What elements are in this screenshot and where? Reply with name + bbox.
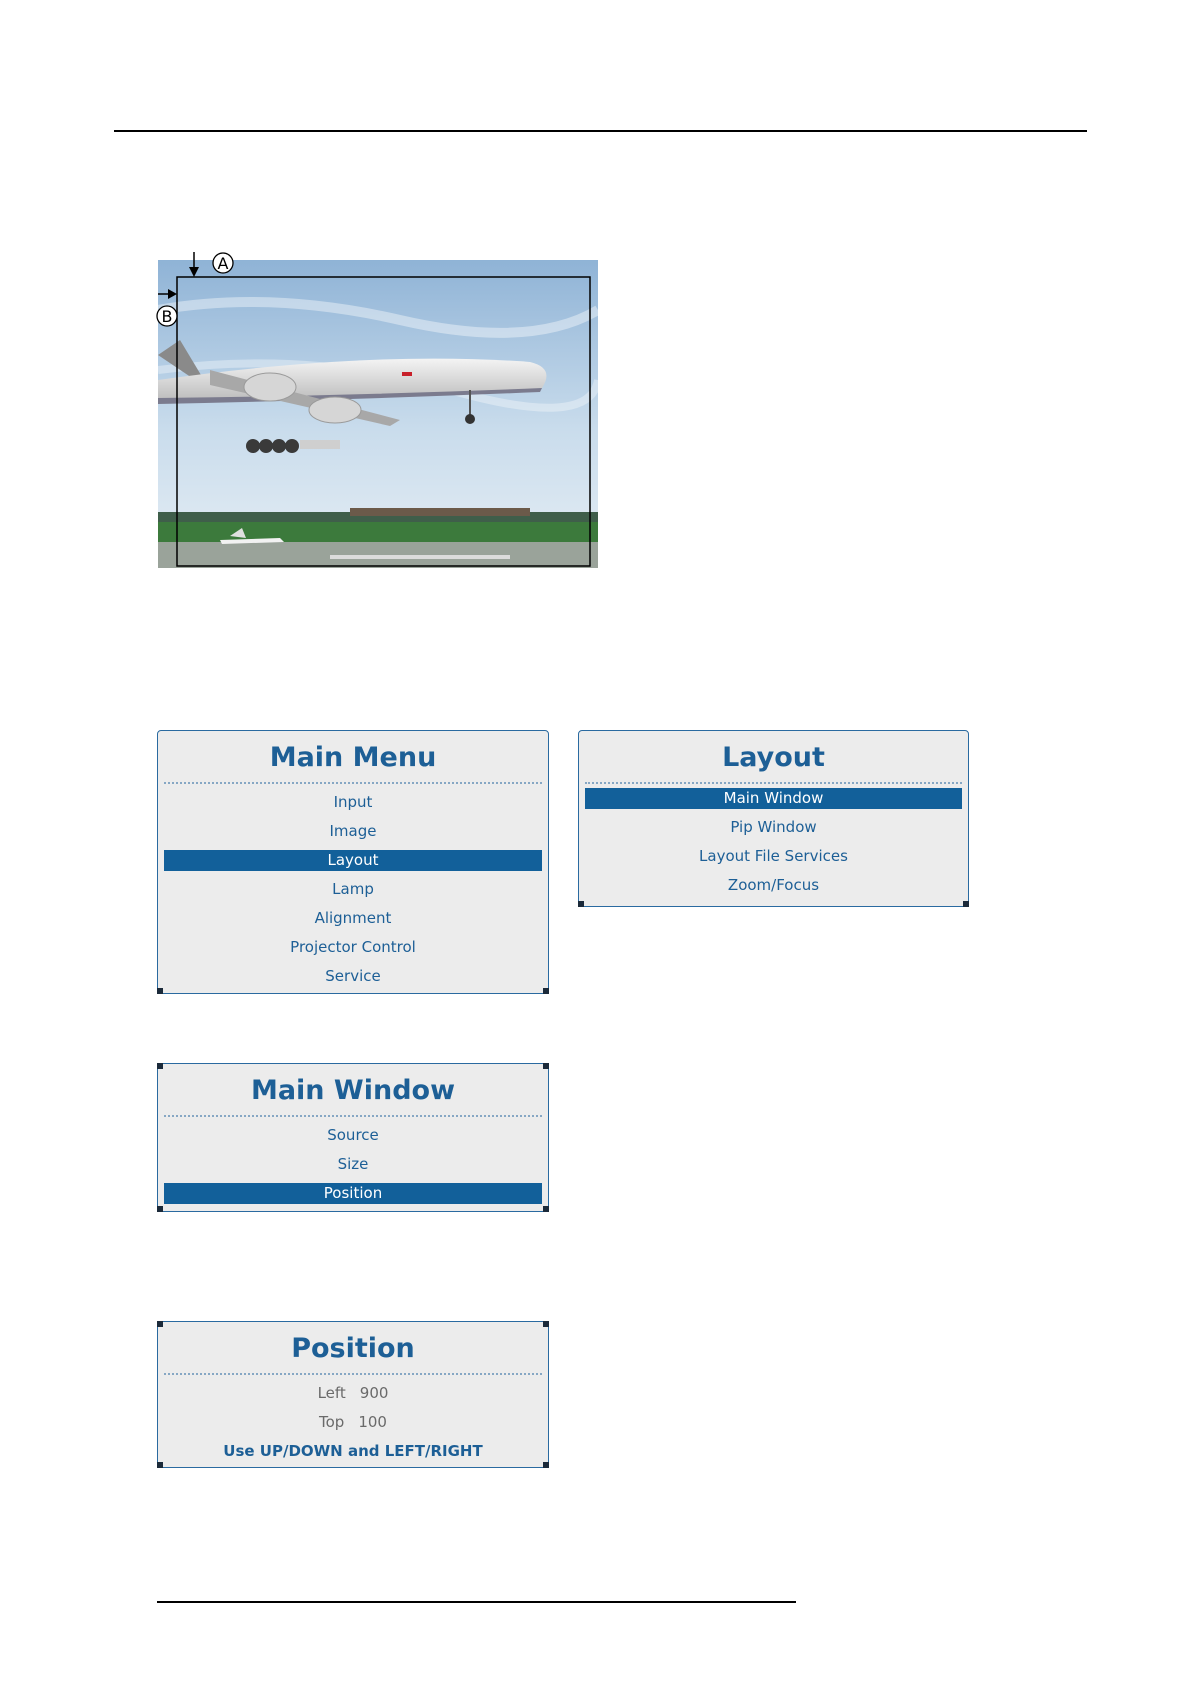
main-menu-list xyxy=(158,788,548,991)
airplane-image xyxy=(158,260,598,568)
main-menu-item-projector-control[interactable]: Projector Control xyxy=(290,938,416,956)
main-menu-item-layout[interactable]: Layout xyxy=(164,850,542,871)
main-menu-title: Main Menu xyxy=(269,742,437,773)
menu-separator xyxy=(164,1115,542,1117)
layout-menu-item-main-window[interactable]: Main Window xyxy=(585,788,962,809)
position-top-label: Top xyxy=(319,1413,345,1431)
position-diagram xyxy=(150,250,630,600)
position-left-label: Left xyxy=(317,1384,346,1402)
main-menu-item-service[interactable]: Service xyxy=(325,967,381,985)
layout-menu-item-layout-file-services[interactable]: Layout File Services xyxy=(699,847,848,865)
position-left-row[interactable] xyxy=(164,1379,542,1408)
position-menu-title: Position xyxy=(291,1333,415,1364)
label-a: A xyxy=(217,254,229,273)
main-window-menu-panel xyxy=(157,1063,549,1212)
position-left-value: 900 xyxy=(359,1384,389,1402)
layout-menu-item-zoom-focus[interactable]: Zoom/Focus xyxy=(727,876,820,894)
layout-menu-list xyxy=(579,788,968,900)
main-window-menu-item-source[interactable]: Source xyxy=(327,1126,379,1144)
menu-separator xyxy=(164,1373,542,1375)
main-menu-item-alignment[interactable]: Alignment xyxy=(314,909,392,927)
label-b: B xyxy=(161,307,173,326)
position-top-value: 100 xyxy=(358,1413,387,1431)
main-menu-item-image[interactable]: Image xyxy=(329,822,377,840)
position-menu-panel xyxy=(157,1321,549,1468)
layout-menu-panel xyxy=(578,730,969,907)
menu-separator xyxy=(585,782,962,784)
main-menu-item-input[interactable]: Input xyxy=(333,793,373,811)
footer-rule xyxy=(157,1601,796,1603)
position-hint: Use UP/DOWN and LEFT/RIGHT xyxy=(223,1442,483,1460)
main-window-menu-list xyxy=(158,1121,548,1204)
main-window-menu-item-size[interactable]: Size xyxy=(337,1155,369,1173)
position-top-row[interactable] xyxy=(164,1408,542,1437)
position-diagram-svg xyxy=(150,250,630,600)
main-menu-panel xyxy=(157,730,549,994)
main-window-menu-item-position[interactable]: Position xyxy=(164,1183,542,1204)
header-rule xyxy=(114,130,1087,132)
layout-menu-item-pip-window[interactable]: Pip Window xyxy=(730,818,817,836)
main-menu-item-lamp[interactable]: Lamp xyxy=(332,880,374,898)
main-window-menu-title: Main Window xyxy=(250,1075,456,1106)
menu-separator xyxy=(164,782,542,784)
layout-menu-title: Layout xyxy=(722,742,825,773)
